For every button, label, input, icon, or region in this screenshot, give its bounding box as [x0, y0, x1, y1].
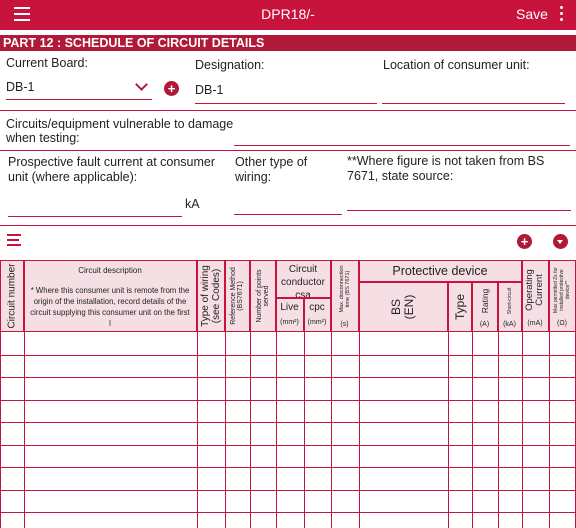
- vulnerable-label-2: when testing:: [6, 131, 80, 145]
- table-row-divider: [0, 355, 576, 356]
- table-column-divider: [549, 332, 550, 528]
- col-max-disconnection: Max. disconnection time (BS 7671) (s): [331, 260, 359, 332]
- current-board-select[interactable]: [6, 99, 152, 100]
- table-column-divider: [197, 332, 198, 528]
- table-row-divider: [0, 400, 576, 401]
- table-column-divider: [0, 332, 1, 528]
- table-column-divider: [498, 332, 499, 528]
- other-wiring-label: Other type of: [235, 155, 308, 169]
- more-options-icon[interactable]: [558, 6, 564, 24]
- table-column-divider: [250, 332, 251, 528]
- list-menu-icon[interactable]: [7, 234, 23, 248]
- col-number-of-points: Number of points served: [250, 260, 276, 332]
- table-row-divider: [0, 467, 576, 468]
- current-board-label: Current Board:: [6, 56, 88, 70]
- divider: [0, 110, 576, 111]
- pfc-input[interactable]: [8, 216, 182, 217]
- current-board-value: DB-1: [6, 80, 35, 94]
- divider: [0, 150, 576, 151]
- table-row-divider: [0, 422, 576, 423]
- col-type: Type: [448, 282, 472, 332]
- hamburger-menu-icon[interactable]: [14, 7, 30, 21]
- col-reference-method: Reference Method (BS7671): [225, 260, 250, 332]
- expand-down-icon[interactable]: [553, 234, 568, 249]
- source-label-2: 7671, state source:: [347, 169, 454, 183]
- designation-input[interactable]: [195, 103, 377, 104]
- table-column-divider: [304, 332, 305, 528]
- table-column-divider: [276, 332, 277, 528]
- col-rating: Rating (A): [472, 282, 498, 332]
- table-row-divider: [0, 377, 576, 378]
- col-type-of-wiring: Type of wiring (see Codes): [197, 260, 225, 332]
- save-button[interactable]: Save: [516, 6, 548, 22]
- table-column-divider: [522, 332, 523, 528]
- col-protective-device: Protective device: [359, 260, 522, 282]
- table-column-divider: [448, 332, 449, 528]
- pfc-label: Prospective fault current at consumer: [8, 155, 216, 169]
- app-bar: [0, 0, 576, 30]
- other-wiring-input[interactable]: [234, 214, 342, 215]
- designation-value: DB-1: [195, 83, 224, 97]
- table-row-divider: [0, 445, 576, 446]
- add-row-plus-icon[interactable]: +: [517, 234, 532, 249]
- table-column-divider: [472, 332, 473, 528]
- col-conductor-csa: Circuit conductor csa: [276, 260, 331, 298]
- source-label: **Where figure is not taken from BS: [347, 154, 545, 168]
- pfc-label-2: unit (where applicable):: [8, 170, 138, 184]
- col-circuit-description: Circuit description * Where this consumer unit is remote from the origin of the installation, record details of the circuit supplying this consumer unit on the first l: [24, 260, 197, 332]
- col-circuit-number: Circuit number: [0, 260, 24, 332]
- pfc-unit: kA: [185, 197, 200, 211]
- divider: [0, 225, 576, 226]
- circuit-schedule-table: [0, 260, 576, 528]
- table-column-divider: [359, 332, 360, 528]
- chevron-down-icon[interactable]: [135, 78, 148, 91]
- designation-label: Designation:: [195, 58, 265, 72]
- table-column-divider: [225, 332, 226, 528]
- vulnerable-input[interactable]: [234, 145, 570, 146]
- vulnerable-label: Circuits/equipment vulnerable to damage: [6, 117, 234, 131]
- col-short-circuit: Short-circuit (kA): [498, 282, 522, 332]
- table-row-divider: [0, 490, 576, 491]
- section-title: PART 12 : SCHEDULE OF CIRCUIT DETAILS: [0, 35, 576, 51]
- app-title: DPR18/-: [261, 6, 315, 22]
- col-max-zs: Max permitted Zs for installed protective device** (Ω): [549, 260, 576, 332]
- table-column-divider: [331, 332, 332, 528]
- col-cpc: cpc (mm²): [304, 298, 331, 332]
- table-column-divider: [24, 332, 25, 528]
- other-wiring-label-2: wiring:: [235, 170, 272, 184]
- col-bs-en: BS (EN): [359, 282, 448, 332]
- location-input[interactable]: [382, 103, 565, 104]
- location-label: Location of consumer unit:: [383, 58, 530, 72]
- col-live: Live (mm²): [276, 298, 304, 332]
- table-row-divider: [0, 512, 576, 513]
- col-operating-current: Operating Current (mA): [522, 260, 549, 332]
- source-input[interactable]: [347, 210, 571, 211]
- add-board-plus-icon[interactable]: +: [164, 81, 179, 96]
